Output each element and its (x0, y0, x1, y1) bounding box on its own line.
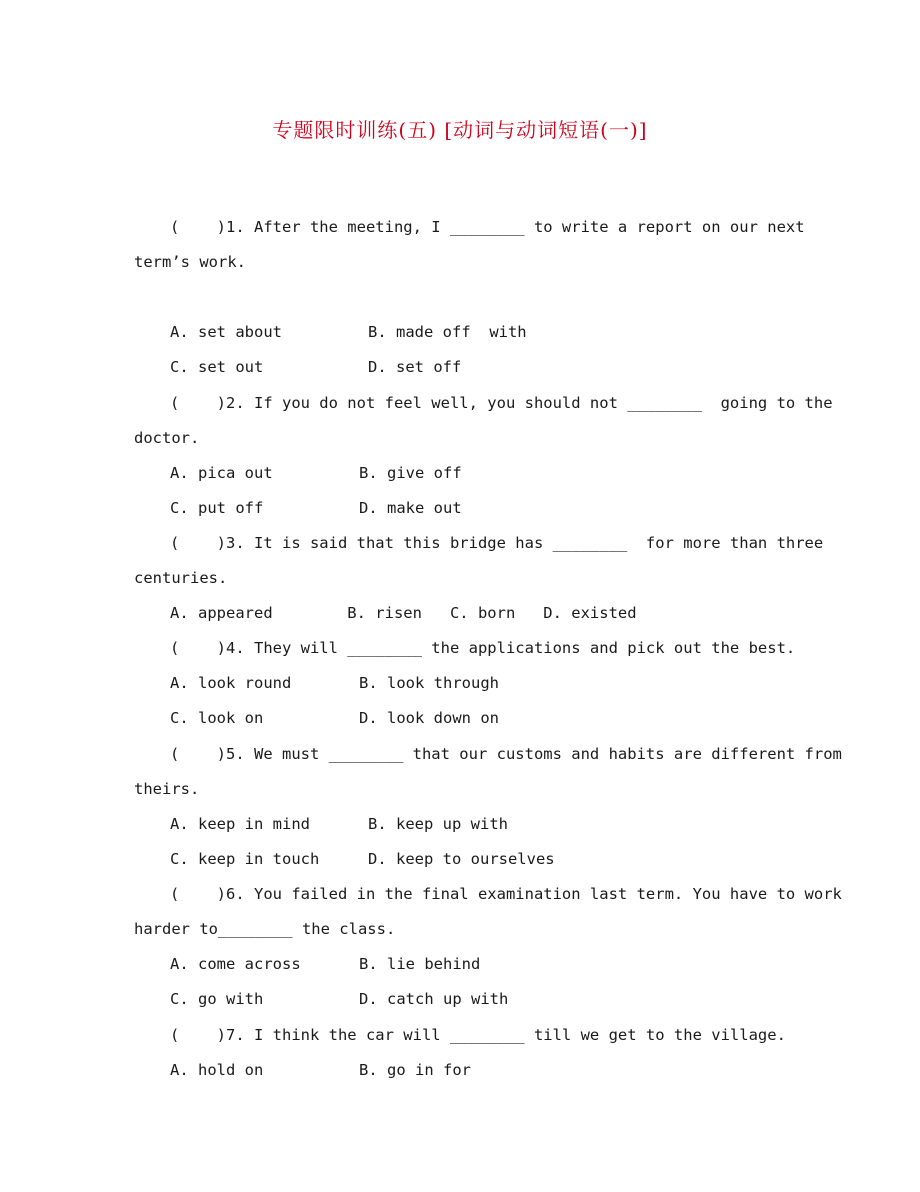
question-5-stem: ( )5. We must ________ that our customs and habits are different from (170, 745, 842, 763)
question-1-stem: ( )1. After the meeting, I ________ to write a report on our next (170, 218, 805, 236)
question-1-option-b: B. made off with (368, 323, 527, 341)
question-5-option-a: A. keep in mind (170, 815, 310, 833)
question-2-stem: ( )2. If you do not feel well, you should not ________ going to the (170, 394, 833, 412)
question-7-option-b: B. go in for (359, 1061, 471, 1079)
question-3-stem-cont: centuries. (134, 569, 228, 587)
question-4-option-a: A. look round (170, 674, 292, 692)
question-5-stem-cont: theirs. (134, 780, 200, 798)
question-7-stem: ( )7. I think the car will ________ till we get to the village. (170, 1026, 786, 1044)
question-6-stem: ( )6. You failed in the final examination last term. You have to work (170, 885, 842, 903)
question-6-option-b: B. lie behind (359, 955, 481, 973)
question-1-option-d: D. set off (368, 358, 462, 376)
question-5-option-d: D. keep to ourselves (368, 850, 555, 868)
question-5-option-c: C. keep in touch (170, 850, 320, 868)
question-6-stem-cont: harder to________ the class. (134, 920, 396, 938)
question-4-option-b: B. look through (359, 674, 499, 692)
question-4-option-c: C. look on (170, 709, 264, 727)
question-1-option-c: C. set out (170, 358, 264, 376)
question-2-option-d: D. make out (359, 499, 462, 517)
question-7-option-a: A. hold on (170, 1061, 264, 1079)
question-6-option-d: D. catch up with (359, 990, 509, 1008)
question-6-option-c: C. go with (170, 990, 264, 1008)
question-2-option-b: B. give off (359, 464, 462, 482)
question-5-option-b: B. keep up with (368, 815, 508, 833)
question-4-stem: ( )4. They will ________ the applications and pick out the best. (170, 639, 796, 657)
question-4-option-d: D. look down on (359, 709, 499, 727)
question-2-stem-cont: doctor. (134, 429, 200, 447)
question-6-option-a: A. come across (170, 955, 301, 973)
question-3-stem: ( )3. It is said that this bridge has ________ for more than three (170, 534, 824, 552)
question-1-stem-cont: term’s work. (134, 253, 246, 271)
page-title: 专题限时训练(五) [动词与动词短语(一)] (272, 118, 648, 142)
question-2-option-c: C. put off (170, 499, 264, 517)
question-1-option-a: A. set about (170, 323, 282, 341)
question-2-option-a: A. pica out (170, 464, 273, 482)
question-3-options: A. appeared B. risen C. born D. existed (170, 604, 637, 622)
